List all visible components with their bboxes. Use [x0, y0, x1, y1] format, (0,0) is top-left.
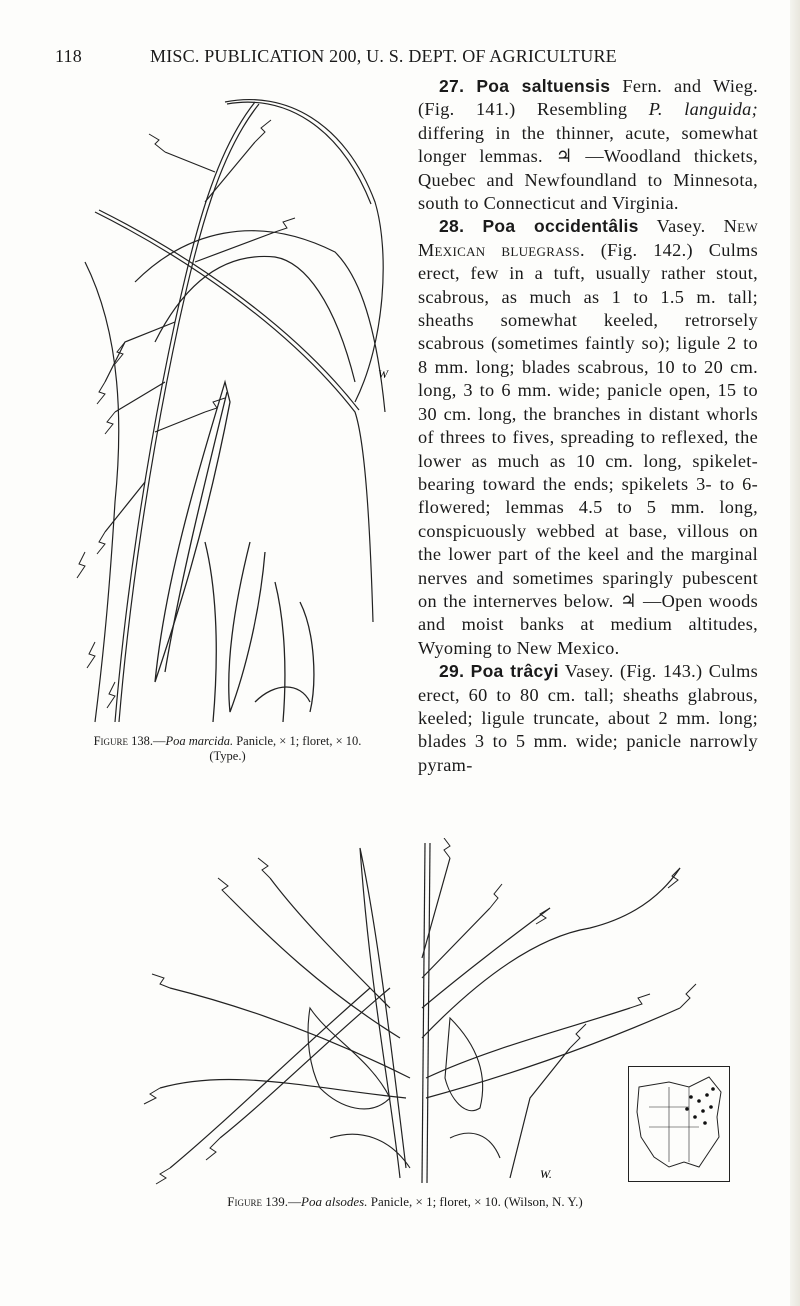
entry-28	[418, 215, 758, 660]
species-text	[418, 75, 758, 777]
entry-28-number: 28.	[439, 216, 465, 237]
figure-139-species: Poa alsodes.	[301, 1194, 368, 1209]
running-header	[55, 46, 715, 72]
entry-29-name: Poa trâcyi	[470, 661, 559, 682]
entry-29	[418, 660, 758, 777]
page-edge	[790, 0, 800, 1306]
figure-138-caption: Figure 138.—Poa marcida. Panicle, × 1; floret, × 10. (Type.)	[93, 734, 362, 763]
page-number: 118	[55, 46, 82, 66]
figure-138-illustration	[55, 82, 400, 732]
figure-138-species: Poa marcida.	[165, 734, 234, 748]
entry-29-body: Culms erect, 60 to 80 cm. tall; sheaths glabrous, keeled; ligule truncate, about 2 mm. long; blades 3 to 5 mm. wide; panicle narrowly pyram-	[418, 661, 759, 775]
entry-27-number: 27.	[439, 76, 465, 96]
distribution-map	[628, 1066, 730, 1182]
entry-28-authority: Vasey.	[638, 216, 724, 237]
figure-139-label: Figure 139.	[227, 1194, 289, 1209]
figure-139-artist-mark: W.	[540, 1167, 552, 1181]
entry-27-authority: Fern. and Wieg. (Fig. 141.) Resembling	[418, 76, 758, 120]
figure-138-artist-mark: W	[378, 367, 388, 381]
entry-27-name: Poa saltuensis	[476, 76, 611, 96]
figure-138-type: (Type.)	[209, 749, 246, 763]
entry-28-common-name: New Mexican bluegrass.	[418, 216, 758, 260]
entry-28-name: Poa occidentâlis	[482, 216, 639, 237]
figure-138-label: Figure 138.	[93, 734, 154, 748]
entry-28-body: (Fig. 142.) Culms erect, few in a tuft, usually rather stout, scabrous, as much as 1 to 1.5 m. tall; sheaths somewhat keeled, retrorsely scabrous (sometimes faintly so); ligule 2 to 8 mm. long; blades scabrous, 10 to 20 cm. long, 3 to 6 mm. wide; panicle open, 15 to 30 cm. long, the branches in distant whorls of threes to fives, spreading to reflexed, the lower as much as 10 cm. long, spikelet-bearing toward the ends; spikelets 3- to 6-flowered; lemmas 4.5 to 5 mm. long, conspicuously webbed at base, villous on the lower part of the keel and the marginal nerves and sometimes sparingly pubescent on the internerves below. ♃ —Open woods and moist banks at medium altitudes, Wyoming to New Mexico.	[418, 239, 759, 658]
figure-139-caption-rest: Panicle, × 1; floret, × 10. (Wilson, N. Y.)	[367, 1194, 583, 1209]
entry-27-body: differing in the thinner, acute, somewhat longer lemmas. ♃ —Woodland thickets, Quebec and Newfoundland to Minnesota, south to Connecticut and Virginia.	[418, 122, 758, 214]
figure-139-caption: Figure 139.—Poa alsodes. Panicle, × 1; floret, × 10. (Wilson, N. Y.)	[227, 1194, 583, 1209]
running-title: MISC. PUBLICATION 200, U. S. DEPT. OF AGRICULTURE	[150, 46, 617, 66]
entry-27	[418, 75, 758, 215]
figure-138-caption-rest: Panicle, × 1; floret, × 10.	[233, 734, 362, 748]
entry-27-compare-species: P. languida;	[648, 99, 759, 120]
entry-29-authority: Vasey. (Fig. 143.)	[558, 661, 703, 682]
entry-29-number: 29.	[439, 661, 465, 682]
